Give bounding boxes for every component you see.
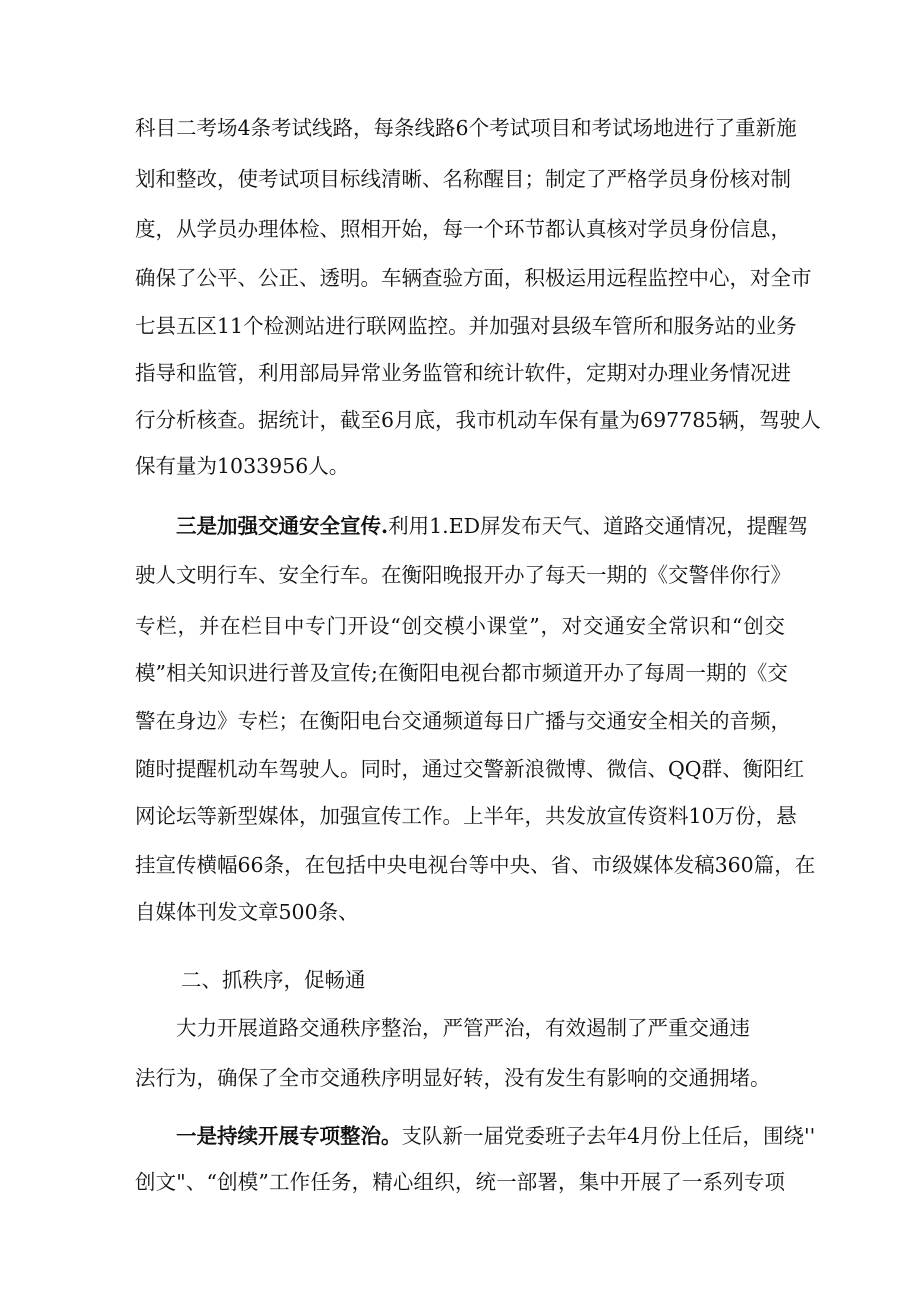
paragraph-2-line-9: 自媒体刊发文章500条、 xyxy=(135,900,359,924)
paragraph-1-line-1: 科目二考场4条考试线路，每条线路6个考试项目和考试场地进行了重新施 xyxy=(135,116,797,140)
paragraph-1-line-5: 七县五区11个检测站进行联网监控。并加强对县级车管所和服务站的业务 xyxy=(135,314,797,338)
paragraph-2-line-3: 专栏，并在栏目中专门开设“创交模小课堂”，对交通安全常识和“创交 xyxy=(135,614,785,638)
paragraph-1-line-8: 保有量为1033956人。 xyxy=(135,454,350,478)
paragraph-2-line-5: 警在身边》专栏；在衡阳电台交通频道每日广播与交通安全相关的音频， xyxy=(135,709,791,733)
paragraph-4-line-2: 创文"、“创模”工作任务，精心组织，统一部署，集中开展了一系列专项 xyxy=(135,1170,785,1194)
paragraph-1-line-6: 指导和监管，利用部局异常业务监管和统计软件，定期对办理业务情况进 xyxy=(135,361,791,385)
paragraph-4-heading: 一是持续开展专项整治。 xyxy=(176,1124,402,1148)
paragraph-4-line-1 xyxy=(176,1126,815,1147)
paragraph-2-line-1 xyxy=(176,516,808,537)
paragraph-2-heading: 三是加强交通安全宣传. xyxy=(176,514,389,538)
paragraph-2-line-4: 模”相关知识进行普及宣传;在衡阳电视台都市频道开办了每周一期的《交 xyxy=(135,661,788,685)
paragraph-3-line-2: 法行为，确保了全市交通秩序明显好转，没有发生有影响的交通拥堵。 xyxy=(135,1066,771,1090)
section-heading: 二、抓秩序，促畅通 xyxy=(181,968,366,992)
paragraph-1-line-3: 度，从学员办理体检、照相开始，每一个环节都认真核对学员身份信息， xyxy=(135,217,791,241)
paragraph-4-first-line-rest: 支队新一届党委班子去年4月份上任后，围绕'' xyxy=(401,1124,816,1148)
paragraph-2-line-2: 驶人文明行车、安全行车。在衡阳晚报开办了每天一期的《交警伴你行》 xyxy=(135,563,791,587)
paragraph-3-line-1: 大力开展道路交通秩序整治，严管严治，有效遏制了严重交通违 xyxy=(176,1016,750,1040)
paragraph-2-first-line-rest: 利用1.ED屏发布天气、道路交通情况，提醒驾 xyxy=(388,514,809,538)
paragraph-2-line-6: 随时提醒机动车驾驶人。同时，通过交警新浪微博、微信、QQ群、衡阳红 xyxy=(135,757,805,781)
paragraph-1-line-4: 确保了公平、公正、透明。车辆查验方面，积极运用远程监控中心，对全市 xyxy=(135,266,812,290)
paragraph-2-line-7: 网论坛等新型媒体，加强宣传工作。上半年，共发放宣传资料10万份，悬 xyxy=(135,804,797,828)
paragraph-1-line-7: 行分析核查。据统计，截至6月底，我市机动车保有量为697785辆，驾驶人 xyxy=(135,408,821,432)
paragraph-2-line-8: 挂宣传横幅66条，在包括中央电视台等中央、省、市级媒体发稿360篇，在 xyxy=(135,853,816,877)
paragraph-1-line-2: 划和整改，使考试项目标线清晰、名称醒目；制定了严格学员身份核对制 xyxy=(135,167,791,191)
